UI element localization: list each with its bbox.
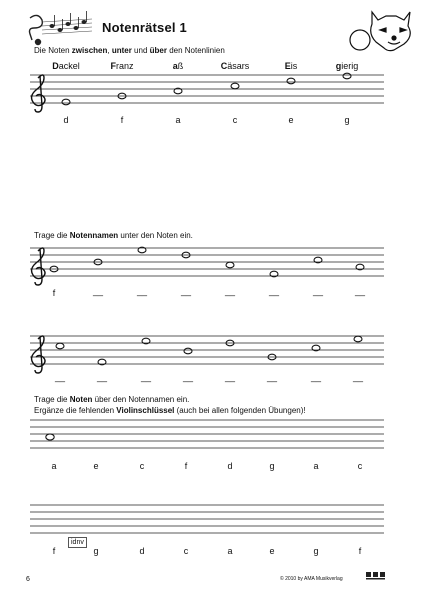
staff-1 [30, 75, 384, 103]
note-d [62, 99, 70, 105]
answer-blank[interactable]: __ [180, 286, 191, 296]
mnemonic-word-1: Dackel [52, 61, 80, 71]
note-name: d [139, 546, 145, 556]
exercise1-instruction: Trage die Notennamen unter den Noten ein. [34, 231, 193, 240]
answer-blank[interactable]: __ [310, 372, 321, 382]
intro-text-2: , [107, 46, 112, 55]
mnemonic-word-4: Cäsars [220, 61, 250, 71]
treble-clef-icon-3 [32, 336, 45, 373]
note-name: a [313, 461, 319, 471]
treble-clef-icon-2 [32, 248, 45, 285]
exercise2-instruction [34, 394, 306, 416]
example-letter: c [232, 115, 238, 125]
intro-bold-1: zwischen [71, 46, 108, 55]
note-name: c [139, 461, 145, 471]
example-letter: d [63, 115, 69, 125]
answer-blank[interactable]: __ [224, 286, 235, 296]
publisher-credit: © 2010 by AMA Musikverlag [280, 576, 343, 582]
answer-blank[interactable]: __ [224, 372, 235, 382]
intro-text-4: den Notenlinien [166, 46, 225, 55]
note-name: f [52, 546, 56, 556]
intro-bold-3: über [149, 46, 167, 55]
answer-given: f [52, 288, 56, 298]
example-letter: f [120, 115, 124, 125]
mnemonic-word-3: aß [172, 61, 184, 71]
page-title: Notenrätsel 1 [102, 20, 187, 35]
intro-text-1: Die Noten [34, 46, 72, 55]
answer-blank[interactable]: __ [54, 372, 65, 382]
note-c [231, 83, 239, 89]
answer-blank[interactable]: __ [140, 372, 151, 382]
note-name: a [51, 461, 57, 471]
answer-blank[interactable]: __ [312, 286, 323, 296]
staff-3 [30, 336, 384, 364]
staff-4 [30, 420, 384, 448]
mnemonic-word-6: gierig [335, 61, 359, 71]
note-e [287, 78, 295, 84]
answer-blank[interactable]: __ [354, 286, 365, 296]
staff-3-notes [56, 336, 362, 365]
answer-blank[interactable]: __ [136, 286, 147, 296]
intro-bold-2: unter [111, 46, 132, 55]
answer-blank[interactable]: __ [352, 372, 363, 382]
answer-blank[interactable]: __ [92, 286, 103, 296]
note-name: d [227, 461, 233, 471]
answer-blank[interactable]: __ [182, 372, 193, 382]
answer-blank[interactable]: __ [268, 286, 279, 296]
note-name: c [357, 461, 363, 471]
intro-text-3: und [131, 46, 150, 55]
note-name: e [269, 546, 275, 556]
note-name: g [313, 546, 319, 556]
note-g [343, 73, 351, 79]
exercise2-line-2: Ergänze die fehlenden Violinschlüssel (auch bei allen folgenden Übungen)! [34, 406, 306, 415]
note-name: e [93, 461, 99, 471]
mnemonic-word-5: Eis [284, 61, 298, 71]
page-number: 6 [26, 576, 30, 583]
staff-5 [30, 505, 384, 533]
example-letter: a [175, 115, 181, 125]
treble-clef-icon-1 [32, 75, 45, 112]
note-name: a [227, 546, 233, 556]
answer-blank[interactable]: __ [266, 372, 277, 382]
note-name: g [269, 461, 275, 471]
note-name: g [93, 546, 99, 556]
example-letter: e [288, 115, 294, 125]
note-name: f [358, 546, 362, 556]
answer-blank[interactable]: __ [96, 372, 107, 382]
staff-4-example-note [46, 434, 54, 440]
exercise2-line-1: Trage die Noten über den Notennamen ein. [34, 395, 190, 404]
example-letter: g [344, 115, 350, 125]
note-name: c [183, 546, 189, 556]
staff-2 [30, 248, 384, 276]
note-name: f [184, 461, 188, 471]
idnv-stamp: idnv [68, 537, 87, 548]
mnemonic-word-2: Franz [110, 61, 134, 71]
publisher-logo-icon [366, 572, 385, 580]
